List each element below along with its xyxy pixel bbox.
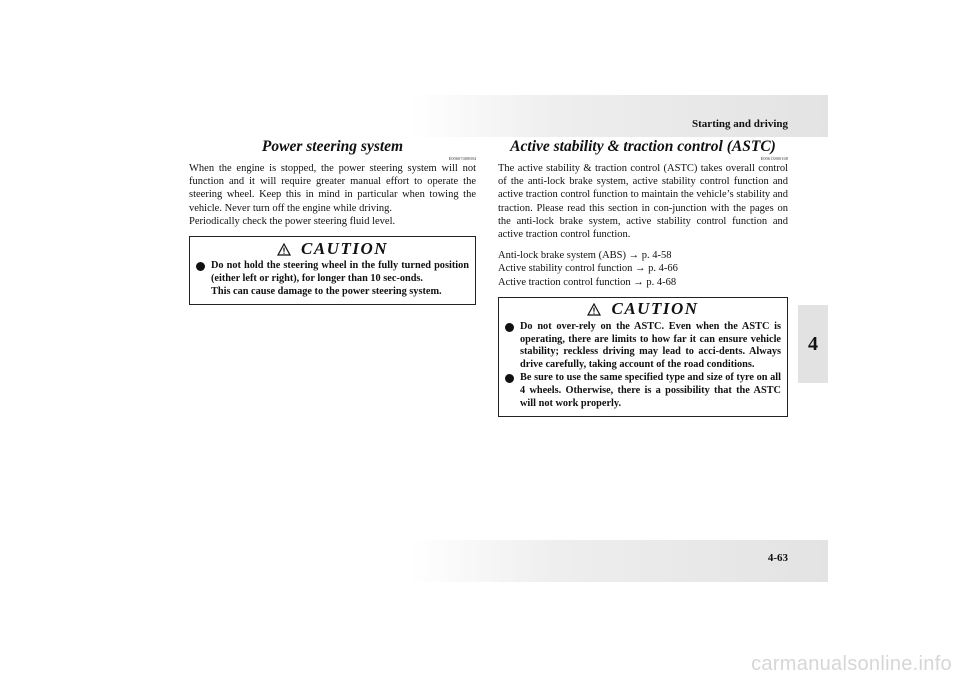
caution-item xyxy=(196,260,469,298)
header-band xyxy=(410,95,828,137)
watermark: carmanualsonline.info xyxy=(751,653,952,675)
caution-list xyxy=(196,260,469,298)
caution-item xyxy=(505,372,781,410)
reference-list xyxy=(498,249,788,289)
bullet-icon xyxy=(196,262,205,271)
section-title: Starting and driving xyxy=(692,118,788,130)
section-code: E00607400084 xyxy=(448,156,476,161)
caution-box xyxy=(189,236,476,305)
chapter-tab xyxy=(798,305,828,383)
chapter-number: 4 xyxy=(808,332,818,355)
caution-text: This can cause damage to the power steering system. xyxy=(211,285,442,297)
caution-header xyxy=(505,300,781,320)
warning-triangle-icon xyxy=(277,243,291,256)
caution-text: Be sure to use the same specified type and size of tyre on all 4 wheels. Otherwise, there is a possibility that the ASTC will not work properly. xyxy=(520,372,781,409)
astc-heading: Active stability & traction control (ASTC) xyxy=(510,138,776,155)
section-code: E00613800168 xyxy=(760,156,788,161)
caution-box xyxy=(498,297,788,418)
caution-title: CAUTION xyxy=(611,299,699,319)
caution-text: Do not over-rely on the ASTC. Even when the ASTC is operating, there are limits to how far it can ensure vehicle stability; reckless driving may lead to acci-dents. Always drive carefully, taking account of the road conditions. xyxy=(520,320,781,371)
caution-item xyxy=(505,321,781,372)
page-number: 4-63 xyxy=(767,552,788,564)
bullet-icon xyxy=(505,374,514,383)
left-column xyxy=(189,138,476,305)
body-paragraph: Periodically check the power steering fluid level. xyxy=(189,215,396,227)
body-paragraph: The active stability & traction control (ASTC) takes overall control of the anti-lock brake system, active stability control function and active traction control function to maintain the vehicle’s stability and traction. Please read this section in con-junction with the pages on the anti-lock brake system, active stability control function and active traction control function. xyxy=(498,163,788,241)
right-column xyxy=(498,138,788,417)
bullet-icon xyxy=(505,323,514,332)
caution-text: Do not hold the steering wheel in the fully turned position (either left or right), for longer than 10 sec-onds. xyxy=(211,260,469,284)
body-paragraph: When the engine is stopped, the power steering system will not function and it will require greater manual effort to operate the steering wheel. Keep this in mind in particular when towing the vehicle. Never turn off the engine while driving. xyxy=(189,163,476,214)
reference-link[interactable]: Active traction control function → p. 4-68 xyxy=(498,276,677,288)
reference-link[interactable]: Active stability control function → p. 4-66 xyxy=(498,263,678,275)
footer-band xyxy=(410,540,828,582)
power-steering-heading: Power steering system xyxy=(261,138,404,155)
caution-title: CAUTION xyxy=(300,238,388,258)
caution-header xyxy=(196,239,469,259)
reference-link[interactable]: Anti-lock brake system (ABS) → p. 4-58 xyxy=(498,250,672,262)
caution-list xyxy=(505,321,781,411)
warning-triangle-icon xyxy=(587,303,601,316)
